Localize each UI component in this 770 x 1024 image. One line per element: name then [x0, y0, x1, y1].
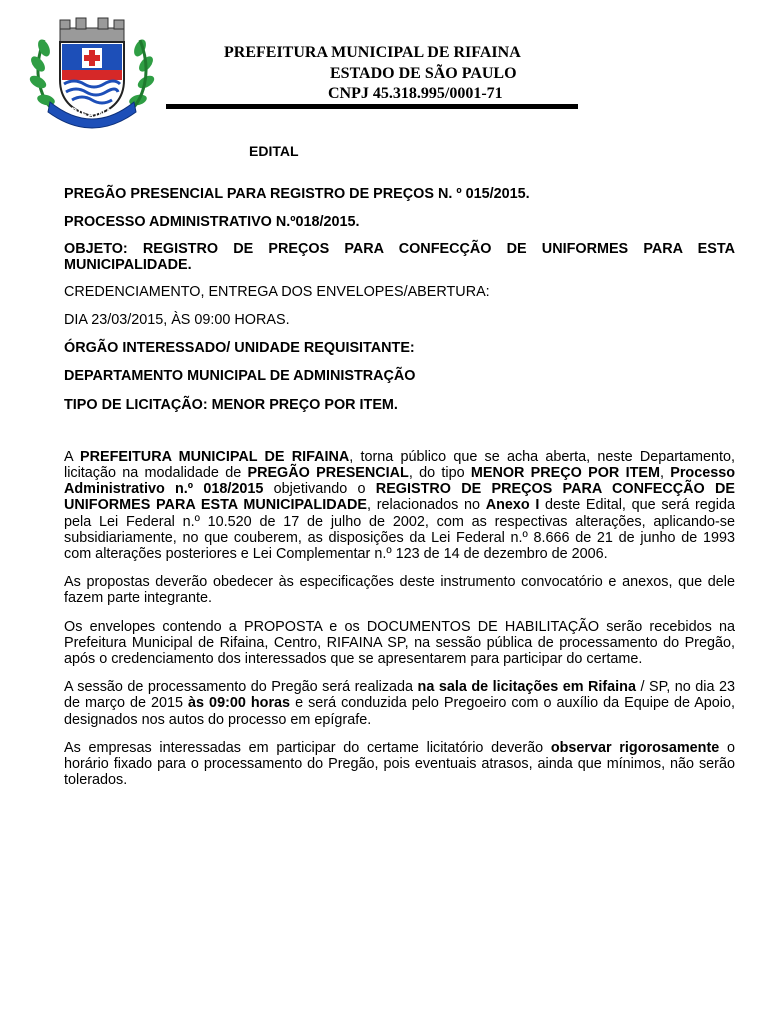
- document-title: EDITAL: [249, 143, 299, 159]
- paragraph-intro: A PREFEITURA MUNICIPAL DE RIFAINA, torna público que se acha aberta, neste Departamento, licitação na modalidade de PREGÃO PRESENCIAL, do tipo MENOR PREÇO POR ITEM, Processo Administrativo n.º 018/2015 objetivando o REGISTRO DE PREÇOS PARA CONFECÇÃO DE UNIFORMES PARA ESTA MUNICIPALIDADE, relacionados no Anexo I deste Edital, que será regida pela Lei Federal n.º 10.520 de 17 de julho de 2002, com as respectivas alterações, aplicando-se subsidiariamente, no que couberem, as disposições da Lei Federal n.º 8.666 de 21 de junho de 1993 com alterações posteriores e Lei Complementar n.º 123 de 14 de dezembro de 2006.: [64, 448, 736, 563]
- mural-crown: [60, 18, 124, 42]
- header-line-3: CNPJ 45.318.995/0001-71: [328, 85, 503, 102]
- paragraph-empresas: As empresas interessadas em participar do certame licitatório deverão observar rigorosamente o horário fixado para o processamento do Pregão, pois eventuais atrasos, ainda que mínimos, não serão tolerados.: [64, 739, 735, 789]
- credenciamento-line: CREDENCIAMENTO, ENTREGA DOS ENVELOPES/ABERTURA:: [64, 283, 490, 300]
- objeto-line: OBJETO: REGISTRO DE PREÇOS PARA CONFECÇÃO DE UNIFORMES PARA ESTA MUNICIPALIDADE.: [64, 240, 735, 274]
- processo-line: PROCESSO ADMINISTRATIVO N.º018/2015.: [64, 214, 360, 231]
- header-line-2: ESTADO DE SÃO PAULO: [330, 65, 517, 82]
- document-body: [64, 186, 735, 788]
- header-line-1: PREFEITURA MUNICIPAL DE RIFAINA: [224, 44, 521, 61]
- orgao-line: ÓRGÃO INTERESSADO/ UNIDADE REQUISITANTE:: [64, 340, 415, 357]
- paragraph-sessao: A sessão de processamento do Pregão será realizada na sala de licitações em Rifaina / SP, no dia 23 de março de 2015 às 09:00 horas e será conduzida pelo Pregoeiro com o auxílio da Equipe de Apoio, designados nos autos do processo em epígrafe.: [64, 679, 736, 728]
- dia-line: DIA 23/03/2015, ÀS 09:00 HORAS.: [64, 312, 290, 329]
- tipo-line: TIPO DE LICITAÇÃO: MENOR PREÇO POR ITEM.: [64, 396, 398, 413]
- header-rule: [166, 104, 578, 109]
- pregao-line: PREGÃO PRESENCIAL PARA REGISTRO DE PREÇOS N. º 015/2015.: [64, 186, 530, 202]
- municipal-coat-of-arms: [22, 10, 162, 136]
- departamento-line: DEPARTAMENTO MUNICIPAL DE ADMINISTRAÇÃO: [64, 368, 416, 385]
- paragraph-envelopes: Os envelopes contendo a PROPOSTA e os DOCUMENTOS DE HABILITAÇÃO serão recebidos na Prefeitura Municipal de Rifaina, Centro, RIFAINA SP, na sessão pública de processamento do Pregão, após o credenciamento dos interessados que se apresentarem para participar do certame.: [64, 618, 735, 668]
- banner-text: RIFAINA: [68, 105, 116, 120]
- paragraph-propostas: As propostas deverão obedecer às especificações deste instrumento convocatório e anexos, que dele fazem parte integrante.: [64, 574, 735, 607]
